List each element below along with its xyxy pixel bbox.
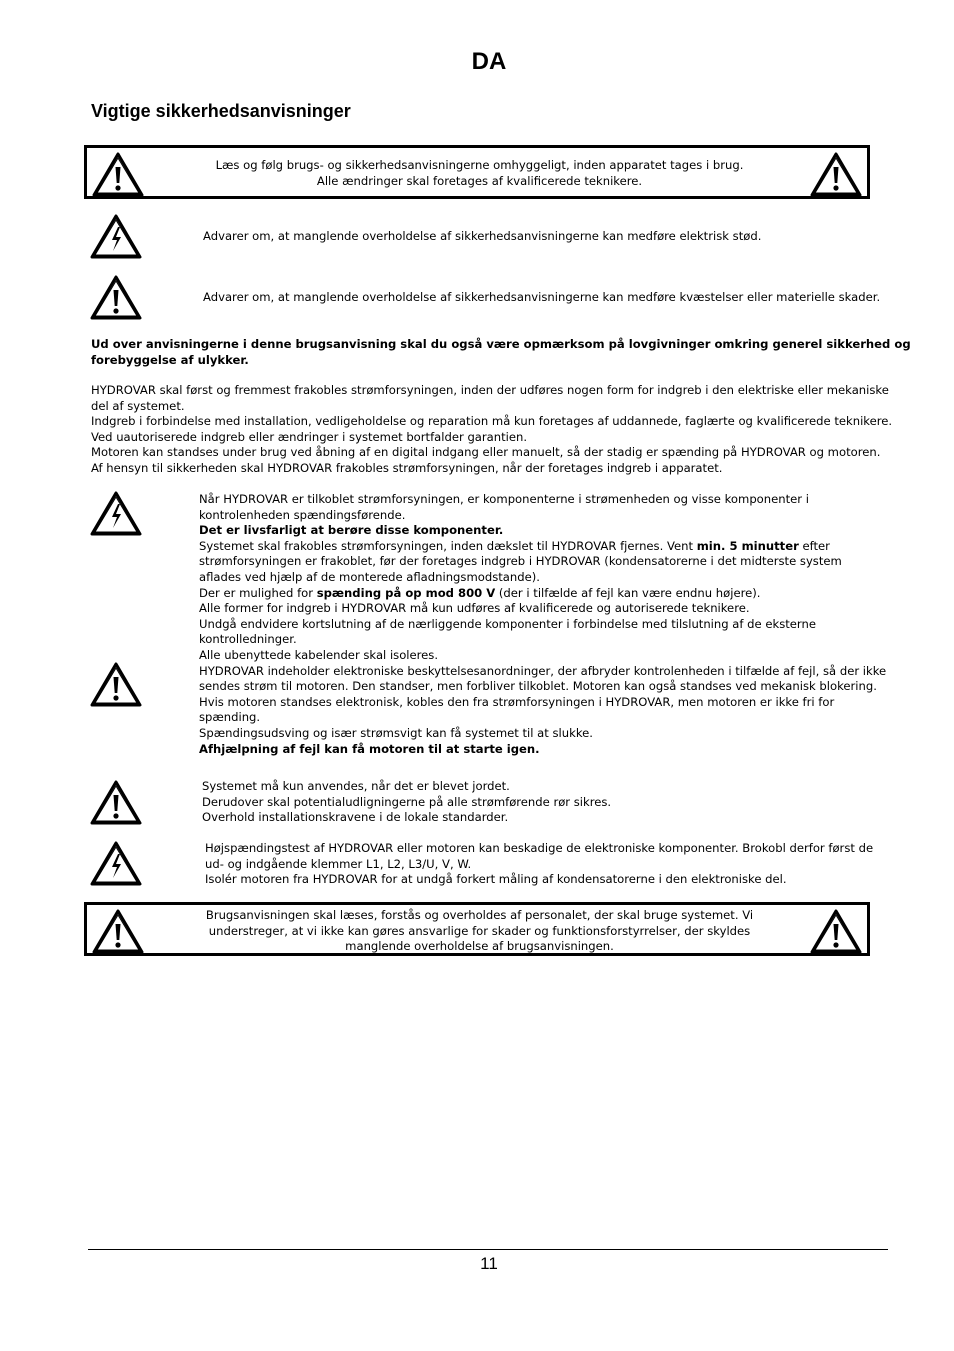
language-code: DA [471, 48, 507, 75]
electric-shock-icon [90, 490, 142, 536]
bottom-warning-text [147, 908, 812, 955]
page-number: 11 [480, 1254, 498, 1273]
warning-exclamation-icon [810, 151, 862, 197]
legislation-line: Ud over anvisningerne i denne brugsanvisning skal du også være opmærksom på lovgivninger omkring generel sikkerhed og [91, 337, 911, 351]
general-warning-text: Advarer om, at manglende overholdelse af sikkerhedsanvisningerne kan medføre kvæstelser eller materielle skader. [203, 290, 881, 304]
bottom-warning-line: manglende overholdelse af brugsanvisningen. [345, 939, 614, 953]
top-warning-text [147, 158, 812, 189]
warning-exclamation-icon [90, 274, 142, 320]
bottom-warning-line: understreger, at vi ikke kan gøres ansvarlige for skader og funktionsforstyrrelser, der skyldes [208, 923, 751, 938]
block-line: HYDROVAR indeholder elektroniske beskyttelsesanordninger, der afbryder kontrolenheden i tilfælde af fejl, så der ikke [199, 663, 887, 678]
block-line [199, 539, 886, 555]
block-line: Alle former for indgreb i HYDROVAR må kun udføres af kvalificerede og autoriserede teknikere. [199, 601, 750, 616]
block-line: Hvis motoren standses elektronisk, kobles den fra strømforsyningen i HYDROVAR, men motoren er ikke fri for [199, 694, 835, 709]
grounding-line: Derudover skal potentialudligningerne på alle strømførende rør sikres. [202, 794, 612, 809]
warning-exclamation-icon [90, 661, 142, 707]
grounding-line: Overhold installationskravene i de lokale standarder. [202, 810, 509, 825]
electric-shock-icon [90, 213, 142, 259]
block-text: efter [798, 538, 830, 553]
bottom-warning-box [84, 902, 870, 956]
footer-divider [88, 1249, 888, 1250]
electric-warning-text: Advarer om, at manglende overholdelse af sikkerhedsanvisningerne kan medføre elektrisk stød. [203, 229, 762, 243]
warning-exclamation-icon [92, 151, 144, 197]
grounding-text [202, 779, 611, 826]
electric-shock-icon [90, 840, 142, 886]
block-line: sendes strøm til motoren. Den standser, men forbliver tilkoblet. Motoren kan også standses ved mekanisk blokering. [199, 679, 877, 694]
block-line-restart: Afhjælpning af fejl kan få motoren til at starte igen. [199, 741, 540, 756]
intro-line: HYDROVAR skal først og fremmest frakobles strømforsyningen, inden der udføres nogen form for indgreb i den elektriske eller mekaniske [91, 383, 889, 397]
bottom-warning-line: Brugsanvisningen skal læses, forstås og overholdes af personalet, der skal bruge systemet. Vi [205, 908, 754, 922]
hydrovar-safety-block [199, 492, 886, 757]
legislation-line: forebyggelse af ulykker. [91, 352, 249, 367]
block-line: Når HYDROVAR er tilkoblet strømforsyningen, er komponenterne i strømenheden og visse komponenter i [199, 492, 809, 506]
block-text: (der i tilfælde af fejl kan være endnu højere). [495, 585, 761, 600]
warning-exclamation-icon [90, 779, 142, 825]
section-title: Vigtige sikkerhedsanvisninger [91, 101, 351, 121]
intro-line: del af systemet. [91, 398, 185, 413]
block-text: Der er mulighed for [199, 585, 317, 600]
hv-test-text [205, 841, 873, 888]
legislation-note [91, 337, 911, 368]
block-line: Undgå endvidere kortslutning af de nærliggende komponenter i forbindelse med tilslutning af de eksterne [199, 616, 816, 631]
block-text: Systemet skal frakobles strømforsyningen, inden dækslet til HYDROVAR fjernes. Vent [199, 538, 697, 553]
top-warning-line: Alle ændringer skal foretages af kvalificerede teknikere. [316, 173, 643, 188]
block-line: Spændingsudsving og især strømsvigt kan få systemet til at slukke. [199, 725, 593, 740]
grounding-line: Systemet må kun anvendes, når det er blevet jordet. [202, 779, 510, 793]
block-line: kontrolenheden spændingsførende. [199, 507, 406, 522]
voltage-warning: spænding på op mod 800 V [316, 585, 496, 600]
block-line: Alle ubenyttede kabelender skal isoleres. [199, 647, 439, 662]
hv-test-line: Isolér motoren fra HYDROVAR for at undgå forkert måling af kondensatorerne i den elektroniske del. [205, 872, 787, 887]
block-line: strømforsyningen er frakoblet, før der foretages indgreb i HYDROVAR (kondensatorerne i det midterste system [199, 554, 842, 569]
intro-paragraph [91, 383, 892, 477]
wait-time: min. 5 minutter [696, 538, 799, 553]
intro-line: Ved uautoriserede indgreb eller ændringer i systemet bortfalder garantien. [91, 429, 528, 444]
warning-exclamation-icon [92, 908, 144, 954]
block-line: kontrolledninger. [199, 632, 297, 647]
block-line-danger: Det er livsfarligt at berøre disse komponenter. [199, 523, 504, 538]
top-warning-line: Læs og følg brugs- og sikkerhedsanvisningerne omhyggeligt, inden apparatet tages i brug. [215, 158, 744, 172]
warning-exclamation-icon [810, 908, 862, 954]
hv-test-line: Højspændingstest af HYDROVAR eller motoren kan beskadige de elektroniske komponenter. Brokobl derfor først de [205, 841, 874, 855]
block-line [199, 586, 886, 602]
top-warning-box [84, 145, 870, 199]
intro-line: Motoren kan standses under brug ved åbning af en digital indgang eller manuelt, så der stadig er spænding på HYDROVAR og motoren. [91, 445, 881, 460]
intro-line: Indgreb i forbindelse med installation, vedligeholdelse og reparation må kun foretages af uddannede, faglærte og kvalificerede teknikere. [91, 414, 893, 429]
block-line: spænding. [199, 710, 261, 725]
hv-test-line: ud- og indgående klemmer L1, L2, L3/U, V, W. [205, 856, 472, 871]
intro-line: Af hensyn til sikkerheden skal HYDROVAR frakobles strømforsyningen, når der foretages indgreb i apparatet. [91, 460, 723, 475]
block-line: aflades ved hjælp af de monterede afladningsmodstande). [199, 569, 540, 584]
